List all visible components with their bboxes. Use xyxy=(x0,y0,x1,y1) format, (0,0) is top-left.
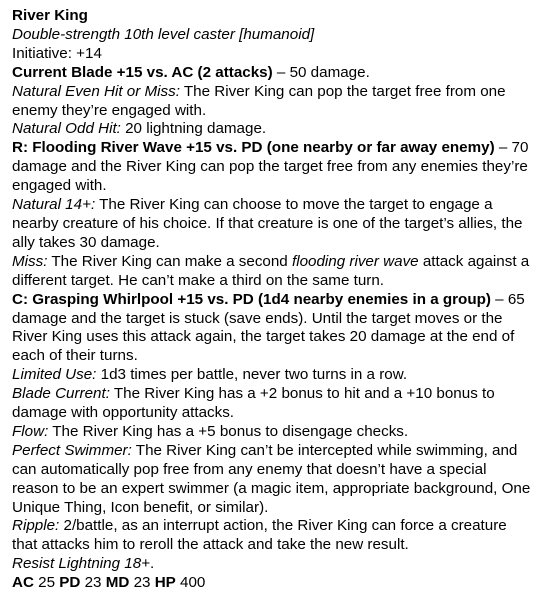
attack-effect: – 50 damage. xyxy=(272,63,370,81)
resist-end: . xyxy=(150,555,155,573)
trigger-label: Natural Even Hit or Miss: xyxy=(12,82,180,100)
trait-label: Perfect Swimmer: xyxy=(12,441,132,459)
trait-blade-current xyxy=(12,385,532,423)
attack-reference: flooding river wave xyxy=(291,252,419,270)
trigger-miss xyxy=(12,253,532,291)
trait-text: The River King can’t be intercepted while swimming, and can automatically pop free from any enemy that doesn’t have a special reason to be an expert swimmer (a magic item, appropriate background, One Unique Thing, Icon benefit, or similar). xyxy=(12,441,531,516)
monster-name: River King xyxy=(12,7,88,24)
ac-label: AC xyxy=(12,574,34,592)
attack-effect: – 70 damage and the River King can pop the target free from any enemies they’re engaged with. xyxy=(12,139,529,195)
attack-name: C: Grasping Whirlpool +15 vs. PD (1d4 nearby enemies in a group) xyxy=(12,290,491,308)
resist-label: Resist Lightning 18+ xyxy=(12,555,151,573)
ac-value: 25 xyxy=(33,574,60,592)
trigger-label: Limited Use: xyxy=(12,366,97,384)
trigger-text: The River King can pop the target free from one enemy they’re engaged with. xyxy=(12,82,506,119)
trigger-label: Miss: xyxy=(12,252,48,270)
trigger-limited-use xyxy=(12,366,532,385)
trigger-natural-even xyxy=(12,83,532,121)
trait-label: Ripple: xyxy=(12,517,60,535)
attack-effect: – 65 damage and the target is stuck (save ends). Until the target moves or the River King uses this attack again, the target takes 20 damage at the end of each of their turns. xyxy=(12,290,525,365)
trait-label: Flow: xyxy=(12,422,49,440)
attack-flooding-river-wave xyxy=(12,139,532,196)
md-value: 23 xyxy=(129,574,155,592)
attack-current-blade xyxy=(12,64,532,83)
trait-text: The River King has a +5 bonus to disengage checks. xyxy=(48,422,409,440)
defenses xyxy=(12,574,532,593)
trait-label: Blade Current: xyxy=(12,385,110,403)
trigger-text: attack against a different target. He can’t make a third on the same turn. xyxy=(12,252,530,289)
trigger-text: 1d3 times per battle, never two turns in a row. xyxy=(96,366,408,384)
attack-name: Current Blade +15 vs. AC (2 attacks) xyxy=(12,63,273,81)
trait-perfect-swimmer xyxy=(12,442,532,518)
hp-value: 400 xyxy=(175,574,206,592)
monster-descriptor: Double-strength 10th level caster [humanoid] xyxy=(12,25,315,43)
trigger-label: Natural 14+: xyxy=(12,196,96,214)
trigger-natural-14 xyxy=(12,196,532,253)
resist-lightning xyxy=(12,555,532,574)
trigger-label: Natural Odd Hit: xyxy=(12,120,121,138)
trait-text: 2/battle, as an interrupt action, the River King can force a creature that attacks him to reroll the attack and take the new result. xyxy=(12,517,507,554)
trigger-natural-odd xyxy=(12,120,532,139)
attack-grasping-whirlpool xyxy=(12,291,532,367)
trigger-text: 20 lightning damage. xyxy=(120,120,267,138)
pd-label: PD xyxy=(59,574,81,592)
trigger-text: The River King can choose to move the target to engage a nearby creature of his choice. If that creature is one of the target’s allies, the ally takes 30 damage. xyxy=(12,196,523,251)
trait-flow xyxy=(12,423,532,442)
trait-ripple xyxy=(12,517,532,555)
trigger-text: The River King can make a second xyxy=(47,252,292,270)
pd-value: 23 xyxy=(80,574,106,592)
md-label: MD xyxy=(105,574,130,592)
initiative: Initiative: +14 xyxy=(12,44,102,62)
trait-text: The River King has a +2 bonus to hit and a +10 bonus to damage with opportunity attacks. xyxy=(12,385,495,422)
attack-name: R: Flooding River Wave +15 vs. PD (one nearby or far away enemy) xyxy=(12,139,495,157)
hp-label: HP xyxy=(154,574,176,592)
